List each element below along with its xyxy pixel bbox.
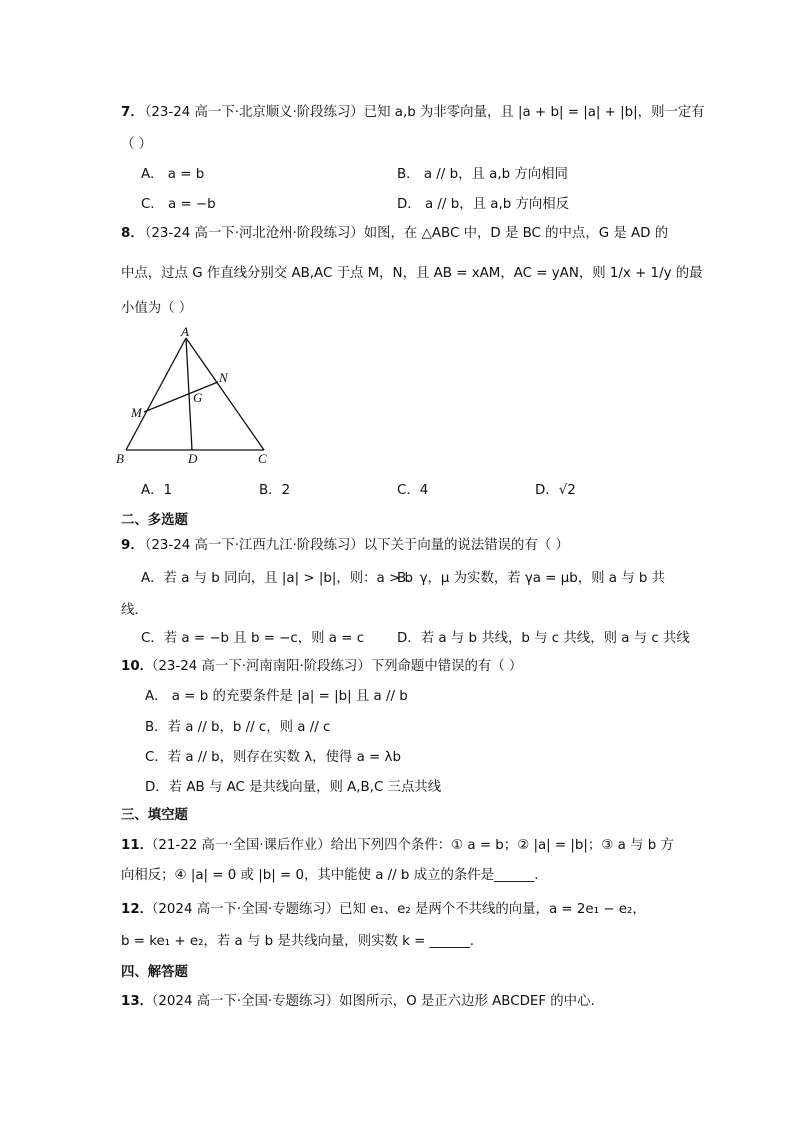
q7-option-a: A． a = b xyxy=(141,167,205,182)
q7-option-d: D． a // b，且 a,b 方向相反 xyxy=(397,197,570,212)
q8-stem-line1: （23-24 高一下·河北沧州·阶段练习）如图，在 △ABC 中，D 是 BC 的中点，G 是 AD 的 xyxy=(138,226,669,241)
q8-number: 8． xyxy=(121,226,144,241)
q11-stem-line2: 向相反；④ |a| = 0 或 |b| = 0，其中能使 a // b 成立的条件是______. xyxy=(121,868,539,883)
q12-stem-line2: b = ke₁ + e₂，若 a 与 b 是共线向量，则实数 k = ______. xyxy=(121,934,475,949)
q7-number: 7． xyxy=(121,105,144,120)
q8-stem-line2: 中点，过点 G 作直线分别交 AB,AC 于点 M，N，且 AB = xAM，AC = yAN，则 1/x + 1/y 的最 xyxy=(121,266,703,281)
section-multi-choice-heading: 二、多选题 xyxy=(121,513,188,528)
side-ab xyxy=(126,338,186,450)
q10-option-c: C．若 a // b，则存在实数 λ，使得 a = λb xyxy=(145,750,401,765)
q8-option-c: C．4 xyxy=(397,483,429,498)
q9-option-d: D．若 a 与 b 共线，b 与 c 共线，则 a 与 c 共线 xyxy=(397,631,690,646)
label-c: C xyxy=(258,451,267,466)
label-g: G xyxy=(193,390,203,405)
section-fill-blank-heading: 三、填空题 xyxy=(121,808,188,823)
q8-stem-line3: 小值为（ ） xyxy=(121,301,193,316)
q7-paren: （ ） xyxy=(121,137,153,152)
q13-number: 13． xyxy=(121,994,154,1009)
q7-stem: （23-24 高一下·北京顺义·阶段练习）已知 a,b 为非零向量，且 |a + b| = |a| + |b|，则一定有 xyxy=(138,105,705,120)
q9-option-b-continued: 线． xyxy=(121,603,148,618)
q9-option-a: A．若 a 与 b 同向，且 |a| > |b|，则：a > b xyxy=(141,571,413,586)
label-d: D xyxy=(188,451,198,466)
q10-option-b: B．若 a // b，b // c，则 a // c xyxy=(145,720,331,735)
q9-stem: （23-24 高一下·江西九江·阶段练习）以下关于向量的说法错误的有（ ） xyxy=(138,538,569,553)
triangle-figure xyxy=(112,322,282,467)
q10-option-a: A． a = b 的充要条件是 |a| = |b| 且 a // b xyxy=(145,689,408,704)
q7-option-c: C． a = −b xyxy=(141,197,216,212)
q8-option-d: D．√2 xyxy=(535,483,576,498)
label-n: N xyxy=(219,370,228,385)
q13-stem: （2024 高一下·全国·专题练习）如图所示，O 是正六边形 ABCDEF 的中心. xyxy=(145,994,595,1009)
q10-option-d: D．若 AB 与 AC 是共线向量，则 A,B,C 三点共线 xyxy=(145,780,442,795)
q11-stem-line1: （21-22 高一·全国·课后作业）给出下列四个条件：① a = b；② |a| = |b|；③ a 与 b 方 xyxy=(145,838,674,853)
q9-option-c: C．若 a = −b 且 b = −c，则 a = c xyxy=(141,631,365,646)
q8-option-b: B．2 xyxy=(259,483,291,498)
q10-stem: （23-24 高一下·河南南阳·阶段练习）下列命题中错误的有（ ） xyxy=(145,659,523,674)
section-solution-heading: 四、解答题 xyxy=(121,965,188,980)
q11-number: 11． xyxy=(121,838,154,853)
label-b: B xyxy=(116,451,124,466)
q8-option-a: A．1 xyxy=(141,483,173,498)
q9-option-b: B．γ，μ 为实数，若 γa = μb，则 a 与 b 共 xyxy=(397,571,666,586)
q9-number: 9． xyxy=(121,538,144,553)
q7-option-b: B． a // b，且 a,b 方向相同 xyxy=(397,167,568,182)
q10-number: 10． xyxy=(121,659,154,674)
q12-stem-line1: （2024 高一下·全国·专题练习）已知 e₁、e₂ 是两个不共线的向量，a = 2e₁ − e₂， xyxy=(145,902,646,917)
label-a: A xyxy=(181,324,189,339)
label-m: M xyxy=(131,405,142,420)
q12-number: 12． xyxy=(121,902,154,917)
